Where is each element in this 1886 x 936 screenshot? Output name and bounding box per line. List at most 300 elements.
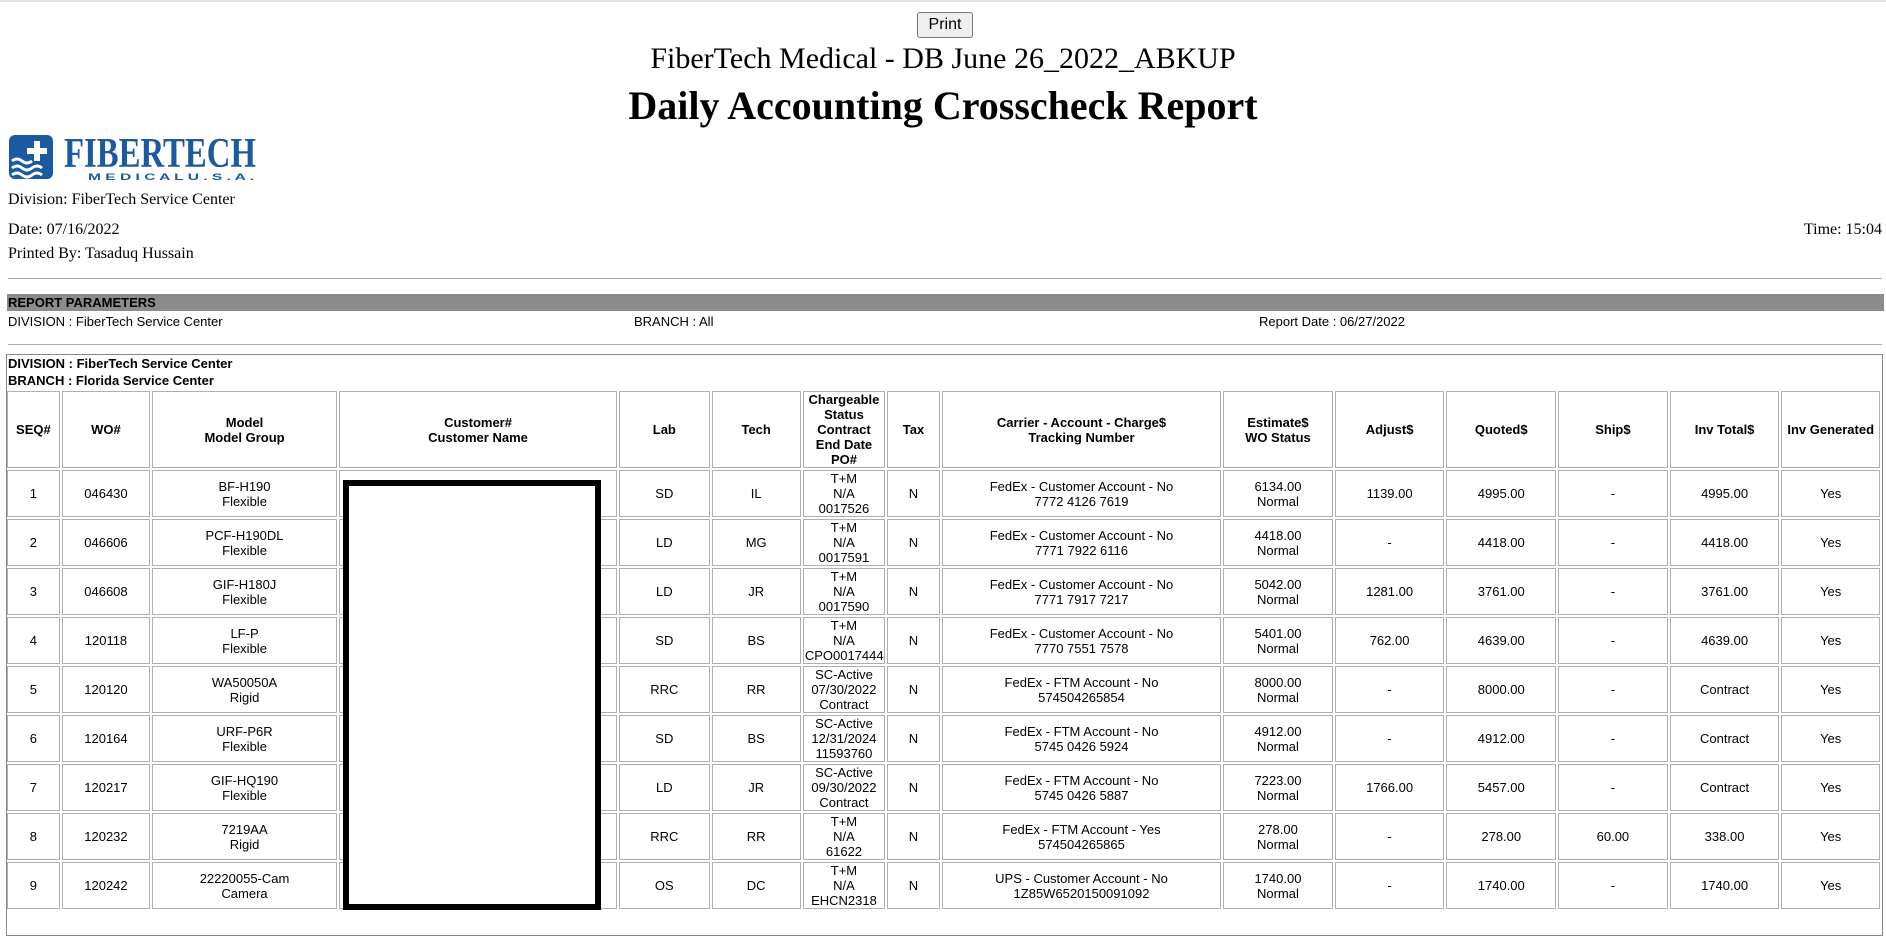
table-cell [1223, 666, 1333, 713]
table-row [7, 568, 1880, 615]
table-branch: BRANCH : Florida Service Center [8, 373, 214, 388]
cell-text: 09/30/2022 [811, 780, 877, 795]
cell-text: Contract [819, 697, 869, 712]
table-cell [619, 617, 709, 664]
cell-text: 278.00 [1258, 821, 1298, 837]
table-cell [1223, 715, 1333, 762]
cell-text: 120232 [84, 829, 128, 844]
column-header [887, 391, 940, 468]
cell-text: T+M [830, 814, 858, 829]
table-cell [887, 617, 940, 664]
cell-text: Rigid [229, 689, 260, 705]
column-header [1781, 391, 1880, 468]
cell-text: T+M [830, 471, 858, 486]
table-cell [1335, 764, 1445, 811]
cell-text: WO Status [1245, 429, 1311, 445]
cell-text: Rigid [229, 836, 260, 852]
cell-text: Flexible [222, 738, 267, 754]
cell-text: N [908, 633, 919, 648]
cell-text: N [908, 780, 919, 795]
table-cell [887, 666, 940, 713]
table-cell [1446, 666, 1556, 713]
cell-text: Normal [1256, 493, 1299, 509]
cell-text: 120217 [84, 780, 128, 795]
cell-text: IL [750, 486, 762, 501]
cell-text: N/A [833, 829, 855, 844]
table-cell [1446, 862, 1556, 909]
param-division: DIVISION : FiberTech Service Center [8, 314, 223, 329]
cell-text: Flexible [222, 640, 267, 656]
cell-text: DC [746, 878, 766, 893]
cell-text: Adjust$ [1365, 422, 1414, 437]
cell-text: - [1610, 633, 1616, 648]
date-label: Date: 07/16/2022 [8, 221, 120, 238]
cell-text: FedEx - Customer Account - No [989, 527, 1174, 543]
table-cell [1670, 715, 1780, 762]
column-header [152, 391, 337, 468]
cell-text: 1740.00 [1701, 878, 1749, 893]
cell-text: 8000.00 [1477, 682, 1525, 697]
table-cell [1781, 764, 1880, 811]
cell-text: 7770 7551 7578 [1034, 640, 1129, 656]
table-cell [1670, 813, 1780, 860]
cell-text: WO# [91, 422, 121, 437]
cell-text: 1766.00 [1366, 780, 1414, 795]
cell-text: 6 [29, 731, 38, 746]
cell-text: RR [746, 682, 766, 697]
table-cell [942, 519, 1221, 566]
column-header [942, 391, 1221, 468]
cell-text: 7219AA [221, 821, 268, 837]
cell-text: Normal [1256, 885, 1299, 901]
table-cell [1335, 666, 1445, 713]
cell-text: Contract [1699, 731, 1750, 746]
cell-text: FedEx - FTM Account - No [1004, 772, 1159, 788]
cell-text: SD [655, 633, 674, 648]
table-row [7, 666, 1880, 713]
table-cell [62, 519, 150, 566]
table-cell [1670, 519, 1780, 566]
cell-text: 4912.00 [1477, 731, 1525, 746]
cell-text: Normal [1256, 591, 1299, 607]
cell-text: SC-Active [815, 667, 873, 682]
column-header [62, 391, 150, 468]
cell-text: Inv Generated [1787, 422, 1875, 437]
fibertech-logo [8, 134, 258, 182]
cell-text: Estimate$ [1247, 414, 1309, 430]
table-cell [152, 715, 337, 762]
table-cell [1781, 519, 1880, 566]
table-cell [62, 715, 150, 762]
cell-text: 0017526 [818, 501, 870, 516]
cell-text: 4418.00 [1477, 535, 1525, 550]
table-cell [1223, 568, 1333, 615]
table-cell [942, 764, 1221, 811]
cell-text: RRC [650, 829, 679, 844]
param-branch: BRANCH : All [634, 314, 714, 329]
cell-text: 7771 7917 7217 [1034, 591, 1129, 607]
table-cell [712, 764, 801, 811]
table-cell [1558, 862, 1668, 909]
table-cell [1781, 568, 1880, 615]
table-cell [803, 813, 885, 860]
cell-text: Inv Total$ [1694, 422, 1755, 437]
cell-text: SD [655, 731, 674, 746]
table-cell [62, 617, 150, 664]
table-cell [1558, 519, 1668, 566]
cell-text: GIF-HQ190 [210, 772, 279, 788]
table-cell [712, 470, 801, 517]
table-cell [619, 813, 709, 860]
table-cell [942, 470, 1221, 517]
cell-text: Model Group [204, 429, 285, 445]
cell-text: BF-H190 [218, 478, 271, 494]
cell-text: N [908, 878, 919, 893]
table-cell [942, 813, 1221, 860]
table-cell [1223, 617, 1333, 664]
table-row [7, 617, 1880, 664]
cell-text: 574504265865 [1038, 836, 1125, 852]
cell-text: Normal [1256, 738, 1299, 754]
cell-text: - [1387, 829, 1392, 844]
cell-text: FedEx - FTM Account - Yes [1002, 821, 1161, 837]
table-cell [1670, 568, 1780, 615]
table-cell [7, 764, 60, 811]
table-cell [1781, 666, 1880, 713]
table-cell [712, 568, 801, 615]
cell-text: 2 [29, 535, 38, 550]
table-cell [942, 617, 1221, 664]
cell-text: Yes [1820, 731, 1842, 746]
cell-text: BS [747, 731, 765, 746]
cell-text: Normal [1256, 689, 1299, 705]
cell-text: Contract [817, 422, 871, 437]
table-cell [1781, 470, 1880, 517]
cell-text: GIF-H180J [212, 576, 277, 592]
table-cell [1558, 764, 1668, 811]
table-cell [7, 862, 60, 909]
table-cell [619, 470, 709, 517]
table-cell [152, 764, 337, 811]
cell-text: End Date [815, 437, 873, 452]
table-cell [1781, 862, 1880, 909]
cell-text: Flexible [222, 591, 267, 607]
cell-text: 338.00 [1704, 829, 1745, 844]
cell-text: Contract [1699, 682, 1750, 697]
table-cell [1446, 470, 1556, 517]
cell-text: 4639.00 [1477, 633, 1525, 648]
cell-text: WA50050A [211, 674, 278, 690]
cell-text: 4912.00 [1254, 723, 1302, 739]
table-cell [62, 862, 150, 909]
table-cell [1670, 666, 1780, 713]
table-cell [1670, 764, 1780, 811]
cell-text: 7 [29, 780, 38, 795]
table-row [7, 519, 1880, 566]
cell-text: LD [656, 535, 673, 550]
table-cell [803, 715, 885, 762]
param-report-date: Report Date : 06/27/2022 [1259, 314, 1405, 329]
table-cell [1446, 568, 1556, 615]
cell-text: 5745 0426 5924 [1034, 738, 1129, 754]
column-header [1558, 391, 1668, 468]
table-cell [7, 568, 60, 615]
cell-text: Tax [902, 422, 925, 437]
cell-text: 046606 [84, 535, 128, 550]
table-cell [152, 813, 337, 860]
cell-text: Contract [819, 795, 869, 810]
cell-text: 4639.00 [1701, 633, 1749, 648]
cell-text: T+M [830, 618, 858, 633]
cell-text: 046430 [84, 486, 128, 501]
table-cell [1446, 715, 1556, 762]
print-button[interactable]: Print [917, 12, 973, 38]
cell-text: N [908, 486, 919, 501]
cell-text: Status [824, 407, 864, 422]
database-title: FiberTech Medical - DB June 26_2022_ABKUP [650, 42, 1236, 75]
cell-text: 9 [29, 878, 38, 893]
cell-text: N [908, 584, 919, 599]
cell-text: 7772 4126 7619 [1034, 493, 1129, 509]
cell-text: SEQ# [16, 422, 51, 437]
table-division: DIVISION : FiberTech Service Center [8, 356, 233, 371]
cell-text: UPS - Customer Account - No [995, 870, 1168, 886]
column-header [712, 391, 801, 468]
cell-text: JR [748, 584, 765, 599]
cell-text: 4995.00 [1701, 486, 1749, 501]
cell-text: Yes [1820, 780, 1842, 795]
cell-text: FedEx - FTM Account - No [1004, 674, 1159, 690]
table-cell [1670, 470, 1780, 517]
cell-text: 22220055-Cam [199, 870, 290, 886]
cell-text: 0017591 [818, 550, 870, 565]
table-cell [803, 862, 885, 909]
cell-text: 1740.00 [1254, 870, 1302, 886]
table-cell [1558, 470, 1668, 517]
cell-text: - [1610, 584, 1616, 599]
table-cell [712, 715, 801, 762]
table-cell [1558, 715, 1668, 762]
cell-text: 61622 [825, 844, 863, 859]
table-cell [7, 813, 60, 860]
cell-text: 8 [29, 829, 38, 844]
column-header [1335, 391, 1445, 468]
table-cell [712, 519, 801, 566]
cell-text: 6134.00 [1254, 478, 1302, 494]
table-cell [1446, 617, 1556, 664]
table-cell [942, 666, 1221, 713]
table-cell [803, 666, 885, 713]
cell-text: Yes [1820, 486, 1842, 501]
cell-text: - [1387, 535, 1392, 550]
cell-text: 762.00 [1369, 633, 1410, 648]
cell-text: - [1610, 731, 1616, 746]
cell-text: 60.00 [1596, 829, 1630, 844]
table-cell [1223, 519, 1333, 566]
cell-text: Quoted$ [1474, 422, 1528, 437]
cell-text: Flexible [222, 542, 267, 558]
cell-text: FedEx - Customer Account - No [989, 576, 1174, 592]
cell-text: PO# [830, 452, 857, 467]
cell-text: Yes [1820, 633, 1842, 648]
cell-text: Yes [1820, 878, 1842, 893]
logo-subtext: M E D I C A L U . S . A . [88, 172, 254, 182]
top-border [0, 0, 1886, 2]
table-cell [887, 764, 940, 811]
cell-text: LF-P [230, 625, 259, 641]
cell-text: N/A [833, 878, 855, 893]
logo-wordmark: FIBERTECH [64, 134, 256, 177]
table-cell [1335, 519, 1445, 566]
cell-text: SC-Active [815, 765, 873, 780]
cell-text: 120242 [84, 878, 128, 893]
table-row [7, 470, 1880, 517]
table-cell [152, 470, 337, 517]
division-label: Division: FiberTech Service Center [8, 191, 235, 208]
cell-text: 1740.00 [1477, 878, 1525, 893]
cell-text: 4418.00 [1254, 527, 1302, 543]
cell-text: JR [748, 780, 765, 795]
cell-text: Ship$ [1595, 422, 1631, 437]
cell-text: 3761.00 [1477, 584, 1525, 599]
cell-text: - [1610, 878, 1616, 893]
column-header [1223, 391, 1333, 468]
cell-text: 12/31/2024 [811, 731, 877, 746]
table-cell [619, 666, 709, 713]
table-cell [62, 813, 150, 860]
cell-text: Contract [1699, 780, 1750, 795]
table-cell [803, 764, 885, 811]
cell-text: Normal [1256, 542, 1299, 558]
printed-by-label: Printed By: Tasaduq Hussain [8, 245, 194, 262]
cell-text: Normal [1256, 640, 1299, 656]
cell-text: Flexible [222, 787, 267, 803]
table-cell [803, 568, 885, 615]
cell-text: 5042.00 [1254, 576, 1302, 592]
cell-text: 5457.00 [1477, 780, 1525, 795]
table-cell [62, 470, 150, 517]
table-cell [1670, 617, 1780, 664]
cell-text: OS [654, 878, 674, 893]
cell-text: Yes [1820, 584, 1842, 599]
cell-text: Flexible [222, 493, 267, 509]
table-cell [887, 813, 940, 860]
table-cell [1558, 813, 1668, 860]
column-header [339, 391, 617, 468]
cell-text: 4995.00 [1477, 486, 1525, 501]
cell-text: Yes [1820, 829, 1842, 844]
table-cell [619, 519, 709, 566]
table-cell [803, 617, 885, 664]
cell-text: 7771 7922 6116 [1034, 542, 1128, 558]
report-table-section [6, 354, 1883, 936]
cell-text: SC-Active [815, 716, 873, 731]
cell-text: 11593760 [815, 746, 873, 761]
cell-text: - [1387, 682, 1392, 697]
table-cell [1558, 617, 1668, 664]
cell-text: Customer# [444, 414, 512, 430]
cell-text: 278.00 [1481, 829, 1522, 844]
cell-text: 120164 [84, 731, 128, 746]
table-cell [152, 617, 337, 664]
table-cell [1335, 813, 1445, 860]
cell-text: FedEx - FTM Account - No [1004, 723, 1159, 739]
cell-text: FedEx - Customer Account - No [989, 625, 1174, 641]
cell-text: Carrier - Account - Charge$ [996, 414, 1167, 430]
cell-text: Camera [221, 885, 268, 901]
table-row [7, 813, 1880, 860]
table-cell [1781, 715, 1880, 762]
cell-text: N/A [833, 486, 855, 501]
cell-text: LD [656, 780, 673, 795]
table-cell [712, 617, 801, 664]
column-header [619, 391, 709, 468]
cell-text: Tracking Number [1028, 429, 1135, 445]
cell-text: N [908, 535, 919, 550]
table-cell [7, 617, 60, 664]
cell-text: Customer Name [428, 429, 528, 445]
cell-text: 0017590 [818, 599, 870, 614]
crosscheck-table [6, 389, 1882, 911]
cell-text: 120118 [84, 633, 128, 648]
table-cell [1335, 470, 1445, 517]
cell-text: 7223.00 [1254, 772, 1302, 788]
cell-text: RR [746, 829, 766, 844]
cell-text: N [908, 731, 919, 746]
cell-text: T+M [830, 520, 858, 535]
table-cell [152, 862, 337, 909]
table-cell [803, 470, 885, 517]
table-cell [712, 862, 801, 909]
cell-text: T+M [830, 863, 858, 878]
table-cell [1446, 519, 1556, 566]
table-cell [712, 666, 801, 713]
table-cell [1558, 666, 1668, 713]
table-row [7, 715, 1880, 762]
divider [8, 344, 1882, 345]
cell-text: - [1387, 878, 1392, 893]
table-cell [619, 862, 709, 909]
cell-text: Normal [1256, 787, 1299, 803]
table-cell [1446, 764, 1556, 811]
table-cell [1781, 813, 1880, 860]
column-header [1446, 391, 1556, 468]
table-cell [1670, 862, 1780, 909]
table-cell [1781, 617, 1880, 664]
cell-text: BS [747, 633, 765, 648]
table-row [7, 862, 1880, 909]
cell-text: 574504265854 [1038, 689, 1125, 705]
table-cell [887, 519, 940, 566]
time-label: Time: 15:04 [1803, 221, 1882, 238]
table-cell [152, 568, 337, 615]
table-cell [887, 862, 940, 909]
cell-text: 3 [29, 584, 38, 599]
cell-text: 5 [29, 682, 38, 697]
table-cell [1446, 813, 1556, 860]
table-cell [7, 715, 60, 762]
cell-text: N/A [833, 633, 855, 648]
table-cell [942, 862, 1221, 909]
cell-text: Yes [1820, 535, 1842, 550]
table-cell [887, 470, 940, 517]
table-cell [619, 764, 709, 811]
table-cell [1335, 862, 1445, 909]
column-header [1670, 391, 1780, 468]
table-cell [1223, 813, 1333, 860]
cell-text: RRC [650, 682, 679, 697]
cell-text: LD [656, 584, 673, 599]
